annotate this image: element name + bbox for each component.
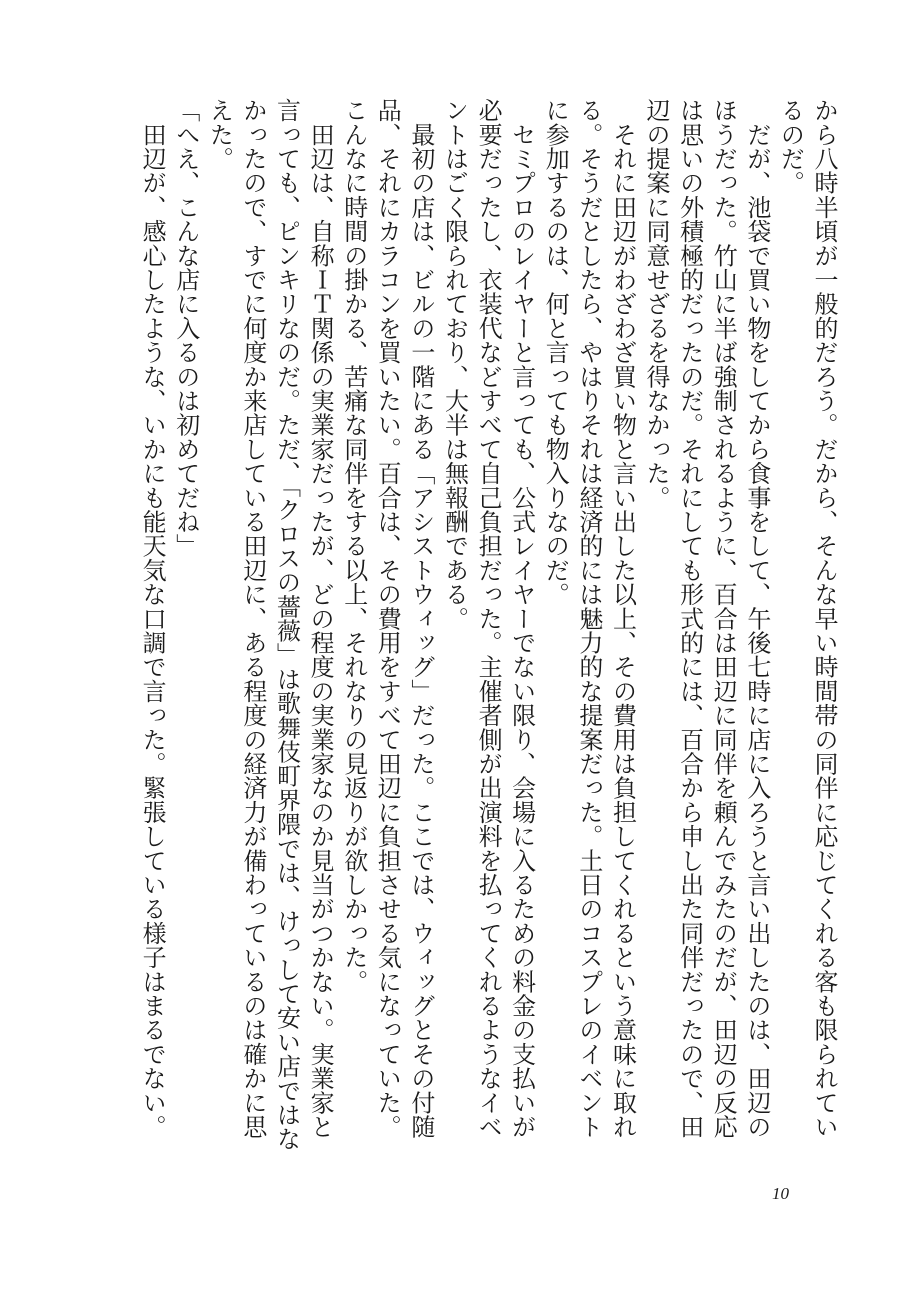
page-number: 10: [772, 1184, 789, 1203]
paragraph: 最初の店は、ビルの一階にある「アシストウィッグ」だった。ここでは、ウィッグとその付随品、それにカラコンを買いたい。百合は、その費用をすべて田辺に負担させる気になっていた。こんなに時間の掛かる、苦痛な同伴をする以上、それなりの見返りが欲しかった。: [339, 98, 435, 1139]
paragraph: セミプロのレイヤーと言っても、公式レイヤーでない限り、会場に入るための料金の支払いが必要だったし、衣装代などすべて自己負担だった。主催者側が出演料を払ってくれるようなイベントはごく限られており、大半は無報酬である。: [440, 98, 536, 1139]
paragraph: 田辺が、感心したような、いかにも能天気な口調で言った。緊張している様子はまるでない。: [138, 98, 167, 1139]
paragraph: だが、池袋で買い物をしてから食事をして、午後七時に店に入ろうと言い出したのは、田辺のほうだった。竹山に半ば強制されるように、百合は田辺に同伴を頼んでみたのだが、田辺の反応は思いの外積極的だったのだ。それにしても形式的には、百合から申し出た同伴だったので、田辺の提案に同意せざるを得なかった。: [642, 98, 771, 1139]
dialogue-line: 「へえ、こんな店に入るのは初めてだね」: [171, 98, 200, 558]
paragraph: から八時半頃が一般的だろう。だから、そんな早い時間帯の同伴に応じてくれる客も限られているのだ。: [776, 98, 838, 1139]
vertical-text-body: [50, 98, 840, 1158]
paragraph: それに田辺がわざわざ買い物と言い出した以上、その費用は負担してくれるという意味に取れる。そうだとしたら、やはりそれは経済的には魅力的な提案だった。土日のコスプレのイベントに参加するのは、何と言っても物入りなのだ。: [541, 98, 637, 1139]
paragraph: 田辺は、自称ＩＴ関係の実業家だったが、どの程度の実業家なのか見当がつかない。実業家と言っても、ピンキリなのだ。ただ、「クロスの薔薇」は歌舞伎町界隈では、けっして安い店ではなかったので、すでに何度か来店している田辺に、ある程度の経済力が備わっているのは確かに思えた。: [205, 98, 335, 1151]
